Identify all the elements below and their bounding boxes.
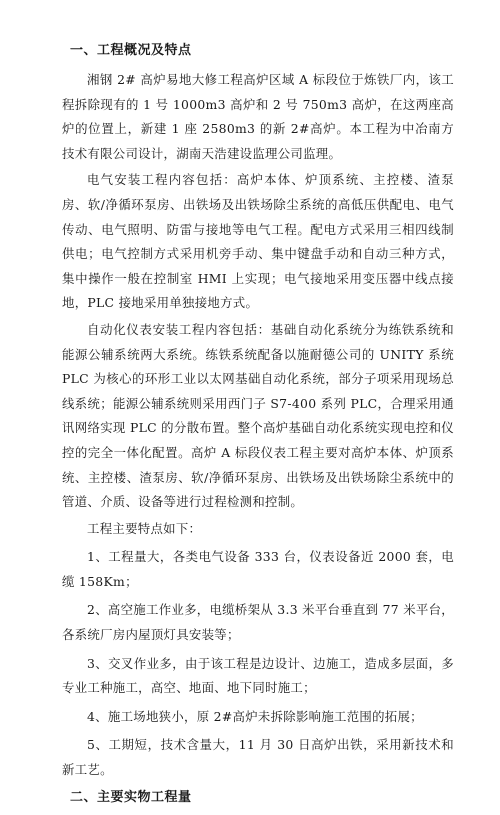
list-item: 2、高空施工作业多，电缆桥架从 3.3 米平台垂直到 77 米平台，各系统厂房内屋顶灯具安装等； <box>62 602 454 643</box>
features-list <box>62 545 454 782</box>
paragraph-automation-scope: 自动化仪表安装工程内容包括：基础自动化系统分为练铁系统和能源公辅系统两大系统。练铁系统配备以施耐德公司的 UNITY 系统 PLC 为核心的环形工业以太网基础自动化系统，部分子项采用现场总线系统；能源公辅系统则采用西门子 S7-400 系列 PLC，合理采用通讯网络实现 PLC 的分散布置。整个高炉基础自动化系统实现电控和仪控的完全一体化配置。高炉 A 标段仪表工程主要对高炉本体、炉顶系统、主控楼、渣泵房、软/净循环泵房、出铁场及出铁场除尘系统中的管道、介质、设备等进行过程检测和控制。 <box>62 321 454 510</box>
list-item: 1、工程量大，各类电气设备 333 台，仪表设备近 2000 套，电缆 158Km； <box>62 549 454 589</box>
document-body <box>62 40 454 815</box>
features-intro: 工程主要特点如下： <box>87 520 202 536</box>
section-heading-overview: 一、工程概况及特点 <box>70 43 192 58</box>
section-heading-quantities: 二、主要实物工程量 <box>70 789 192 805</box>
paragraph-electrical-scope: 电气安装工程内容包括：高炉本体、炉顶系统、主控楼、渣泵房、软/净循环泵房、出铁场及出铁场除尘系统的高低压供配电、电气传动、电气照明、防雷与接地等电气工程。配电方式采用三相四线制供电；电气控制方式采用机旁手动、集中键盘手动和自动三种方式，集中操作一般在控制室 HMI 上实现；电气接地采用变压器中线点接地，PLC 接地采用单独接地方式。 <box>62 172 454 311</box>
list-item: 3、交叉作业多，由于该工程是边设计、边施工，造成多层面，多专业工种施工，高空、地面、地下同时施工； <box>62 655 454 696</box>
list-item: 4、施工场地狭小，原 2#高炉未拆除影响施工范围的拓展； <box>87 708 423 724</box>
paragraph-project-overview: 湘钢 2# 高炉易地大修工程高炉区域 A 标段位于炼铁厂内，该工程拆除现有的 1 号 1000m3 高炉和 2 号 750m3 高炉，在这两座高炉的位置上，新建 1 座 2580m3 的新 2#高炉。本工程为中冶南方技术有限公司设计，湖南天浩建设监理公司监理。 <box>62 72 454 161</box>
list-item: 5、工期短，技术含量大，11 月 30 日高炉出铁，采用新技术和新工艺。 <box>62 737 454 778</box>
